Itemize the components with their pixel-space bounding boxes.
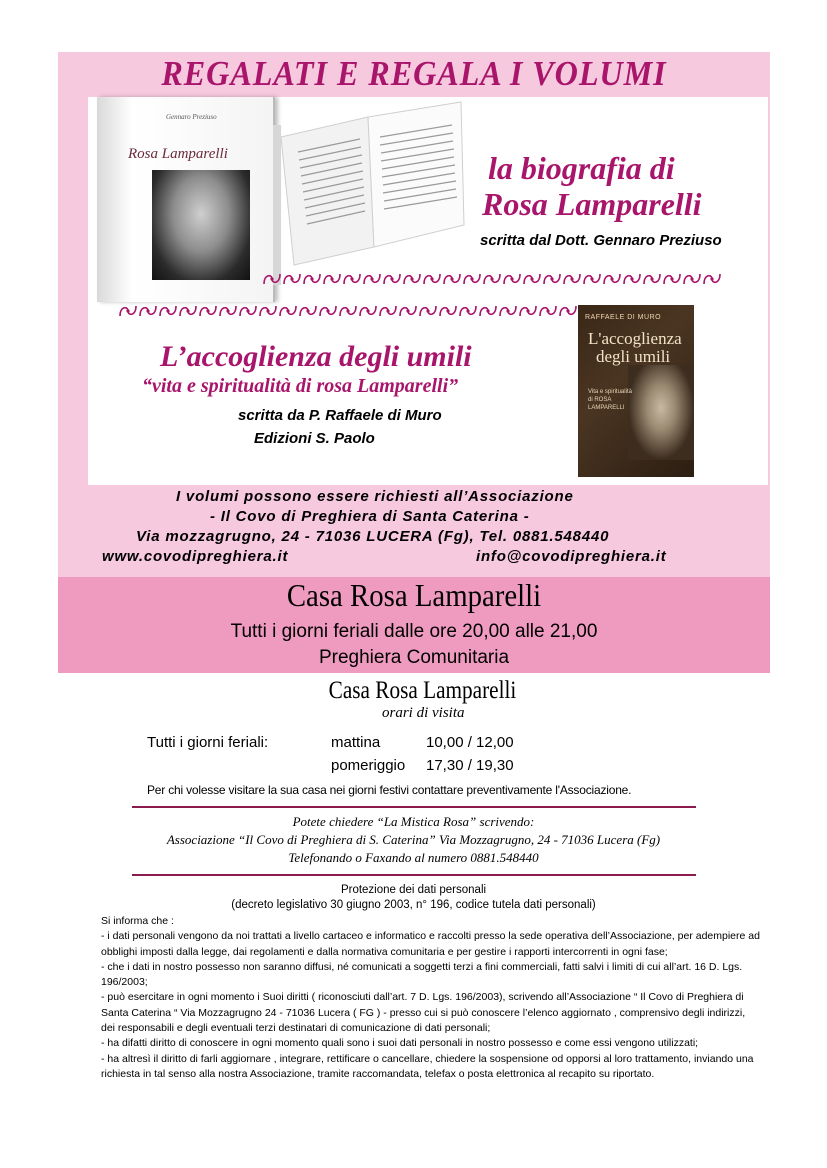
visit-days-label: Tutti i giorni feriali:	[147, 734, 269, 751]
second-book-author: scritta da P. Raffaele di Muro	[238, 407, 442, 424]
mistica-phone: Telefonando o Faxando al numero 0881.548440	[288, 850, 539, 865]
visit-morning-label: mattina	[331, 734, 381, 751]
privacy-paragraph: - i dati personali vengono da noi trattati a livello cartaceo e informatico e raccolti presso la sede operativa dell’Associazione, per adempiere ad obblighi imposti dalla legge, dai regolamenti e dalla normativa comunitaria e per gestire i rapporti intercorrenti in ogni fase;	[101, 930, 760, 958]
privacy-paragraph: - ha difatti diritto di conoscere in ogni momento quali sono i suoi dati personali in nostro possesso e come essi vengono utilizzati;	[101, 1037, 699, 1050]
book-cover-title: degli umili	[596, 347, 671, 366]
visit-note: Per chi volesse visitare la sua casa nei giorni festivi contattare preventivamente l'Associazione.	[147, 783, 632, 797]
book-cover-subtitle: Vita e spiritualità	[588, 389, 632, 395]
poster-headline: REGALATI E REGALA I VOLUMI	[161, 54, 667, 93]
website-link[interactable]: www.covodipreghiera.it	[102, 548, 289, 565]
portrait-photo	[628, 365, 694, 460]
second-book-subtitle: “vita e spiritualità di rosa Lamparelli”	[142, 375, 459, 397]
biography-heading-line1: la biografia di	[488, 150, 675, 186]
mistica-address: Associazione “Il Covo di Preghiera di S. Caterina” Via Mozzagrugno, 24 - 71036 Lucera (Fg)	[166, 832, 661, 847]
book-cover-title: L'accoglienza	[588, 329, 682, 348]
privacy-paragraph: - ha altresì il diritto di farli aggiornare , integrare, rettificare o cancellare, chiedere la sospensione od opporsi al loro trattamento, inviando una richiesta in tal senso alla nostra Associazione, tramite raccomandata, telefax o posta elettronica al recapito su riportato.	[101, 1052, 754, 1080]
privacy-paragraph: - può esercitare in ogni momento i Suoi diritti ( riconosciuti dall’art. 7 D. Lgs. 196/2003), scrivendo all’Associazione “ Il Covo di Preghiera di Santa Caterina “ Via Mozzagrugno 24 - 71036 Lucera ( FG ) - presso cui si può conoscere l’elenco aggiornato , comprensivo degli indirizzi, dei responsabili e degli eventuali terzi destinatari di comunicazione di dati personali;	[101, 991, 746, 1035]
book-cover-author: RAFFAELE DI MURO	[585, 314, 662, 321]
biography-heading-line2: Rosa Lamparelli	[482, 186, 702, 222]
privacy-title: Protezione dei dati personali	[340, 884, 487, 896]
visit-afternoon-time: 17,30 / 19,30	[426, 757, 514, 774]
visit-title: Casa Rosa Lamparelli	[328, 677, 517, 704]
band-prayer: Preghiera Comunitaria	[318, 647, 510, 668]
contact-address: Via mozzagrugno, 24 - 71036 LUCERA (Fg), Tel. 0881.548440	[136, 528, 610, 545]
divider	[132, 874, 696, 876]
biography-author: scritta dal Dott. Gennaro Preziuso	[480, 232, 722, 249]
band-schedule: Tutti i giorni feriali dalle ore 20,00 alle 21,00	[230, 621, 598, 642]
second-book-title: L’accoglienza degli umili	[160, 340, 472, 373]
visit-morning-time: 10,00 / 12,00	[426, 734, 514, 751]
privacy-body	[101, 914, 761, 1082]
open-book-image	[276, 97, 466, 267]
privacy-paragraph: - che i dati in nostro possesso non saranno diffusi, né comunicati a soggetti terzi a fini commerciali, fatti salvi i limiti di cui all’art. 16 D. Lgs. 196/2003;	[101, 960, 743, 989]
book-cover-title: Rosa Lamparelli	[128, 146, 228, 162]
contact-association: - Il Covo di Preghiera di Santa Caterina -	[210, 508, 530, 525]
book-cover-author: Gennaro Preziuso	[166, 113, 217, 121]
divider	[132, 806, 696, 808]
email-link[interactable]: info@covodipreghiera.it	[476, 548, 667, 565]
book-cover-subtitle: di ROSA	[588, 397, 612, 403]
ornament-divider	[262, 272, 722, 286]
privacy-paragraph: Si informa che :	[101, 915, 174, 927]
mistica-request: Potete chiedere “La Mistica Rosa” scrivendo:	[292, 814, 535, 829]
contact-intro: I volumi possono essere richiesti all’Associazione	[176, 488, 574, 505]
privacy-decree: (decreto legislativo 30 giugno 2003, n° 196, codice tutela dati personali)	[231, 899, 596, 911]
second-book-publisher: Edizioni S. Paolo	[254, 430, 375, 447]
portrait-photo	[152, 170, 250, 280]
book-cover-subtitle: LAMPARELLI	[588, 405, 625, 411]
visit-afternoon-label: pomeriggio	[331, 757, 406, 774]
band-title: Casa Rosa Lamparelli	[286, 577, 542, 613]
ornament-divider	[118, 304, 578, 318]
visit-subtitle: orari di visita	[382, 705, 465, 721]
